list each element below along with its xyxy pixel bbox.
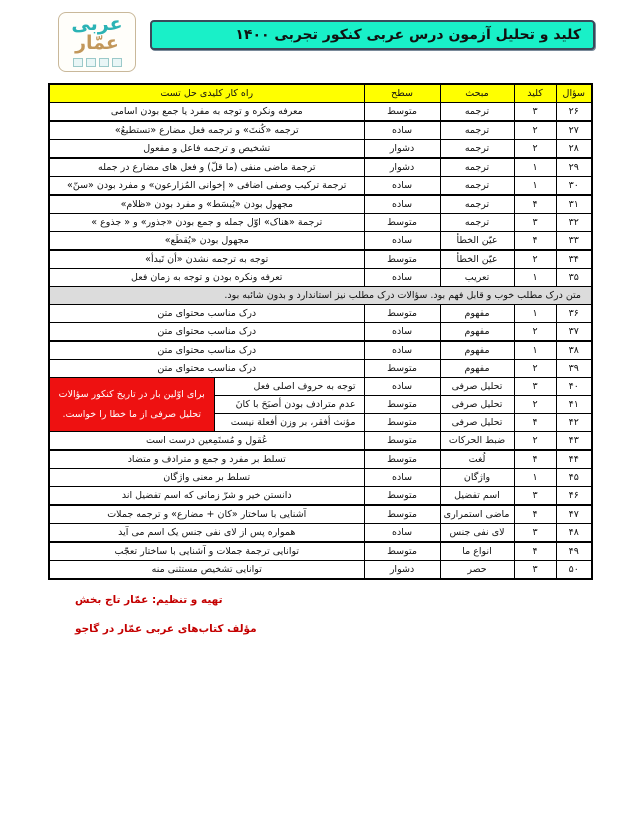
topic: تحلیل صرفی xyxy=(440,396,514,414)
social-icon xyxy=(86,58,96,67)
question-number: ۴۷ xyxy=(556,505,592,524)
logo-line-1: عربی xyxy=(71,13,123,35)
table-row xyxy=(49,432,592,451)
question-number: ۳۴ xyxy=(556,250,592,269)
answer-key: ۲ xyxy=(514,396,556,414)
red-note: برای اوّلین بار در تاریخ کنکور سؤالات تحلیل صرفی از ما خطا را خواست. xyxy=(49,378,214,432)
table-row xyxy=(49,140,592,159)
header-question: سؤال xyxy=(556,84,592,103)
solution: مؤنث أفقر، بر وزن أفعلة نیست xyxy=(214,414,364,432)
table-row xyxy=(49,214,592,232)
logo xyxy=(58,12,136,72)
table-row xyxy=(49,469,592,487)
difficulty-level: ساده xyxy=(364,121,440,140)
comprehension-note: متن درک مطلب خوب و قابل فهم بود. سؤالات درک مطلب نیز استاندارد و بدون شائبه بود. xyxy=(49,287,592,305)
solution: عدم مترادف بودن أصبَحَ با کانَ xyxy=(214,396,364,414)
question-number: ۵۰ xyxy=(556,561,592,580)
topic: لُغت xyxy=(440,450,514,469)
table-row xyxy=(49,305,592,323)
topic: عیّن الخطأ xyxy=(440,232,514,251)
question-number: ۲۷ xyxy=(556,121,592,140)
topic: ترجمه xyxy=(440,158,514,177)
answer-key: ۴ xyxy=(514,542,556,561)
difficulty-level: متوسط xyxy=(364,505,440,524)
difficulty-level: دشوار xyxy=(364,140,440,159)
question-number: ۴۰ xyxy=(556,378,592,396)
question-number: ۴۱ xyxy=(556,396,592,414)
table-row xyxy=(49,487,592,506)
header-topic: مبحث xyxy=(440,84,514,103)
header-level: سطح xyxy=(364,84,440,103)
question-number: ۳۸ xyxy=(556,341,592,360)
header-solution: راه کار کلیدی حل تست xyxy=(49,84,364,103)
table-row xyxy=(49,158,592,177)
answer-key: ۱ xyxy=(514,269,556,287)
difficulty-level: ساده xyxy=(364,177,440,196)
answer-key: ۳ xyxy=(514,378,556,396)
answer-key: ۱ xyxy=(514,305,556,323)
answer-key: ۲ xyxy=(514,360,556,378)
solution: عُقول و مُستَمِعین درست است xyxy=(49,432,364,451)
solution: مجهول بودن «یُبسَط» و مفرد بودن «ظلام» xyxy=(49,195,364,214)
difficulty-level: متوسط xyxy=(364,432,440,451)
topic: تعریب xyxy=(440,269,514,287)
topic: لای نفی جنس xyxy=(440,524,514,543)
solution: ترجمة ماضی منفی (ما قلّ) و فعل های مضارع در جمله xyxy=(49,158,364,177)
table-row xyxy=(49,195,592,214)
topic: ترجمه xyxy=(440,195,514,214)
answer-key: ۱ xyxy=(514,158,556,177)
table-row xyxy=(49,378,592,396)
solution: توانایی تشخیص مستثنی منه xyxy=(49,561,364,580)
difficulty-level: متوسط xyxy=(364,360,440,378)
question-number: ۳۹ xyxy=(556,360,592,378)
answer-key: ۳ xyxy=(514,524,556,543)
answer-key: ۳ xyxy=(514,214,556,232)
difficulty-level: ساده xyxy=(364,269,440,287)
topic: اسم تفضیل xyxy=(440,487,514,506)
solution: توانایی ترجمة جملات و آشنایی با ساختار تعجّب xyxy=(49,542,364,561)
social-icon xyxy=(73,58,83,67)
logo-social-icons xyxy=(67,58,127,68)
table-row xyxy=(49,524,592,543)
difficulty-level: ساده xyxy=(364,341,440,360)
difficulty-level: ساده xyxy=(364,378,440,396)
solution: معرفه ونکره و توجه به مفرد یا جمع بودن اسامی xyxy=(49,103,364,122)
question-number: ۳۲ xyxy=(556,214,592,232)
difficulty-level: متوسط xyxy=(364,214,440,232)
question-number: ۴۴ xyxy=(556,450,592,469)
table-row xyxy=(49,121,592,140)
table-row xyxy=(49,561,592,580)
topic: ترجمه xyxy=(440,177,514,196)
question-number: ۲۹ xyxy=(556,158,592,177)
answer-key: ۲ xyxy=(514,140,556,159)
prepared-by: تهیه و تنظیم: عمّار تاج بخش xyxy=(75,594,223,606)
difficulty-level: دشوار xyxy=(364,158,440,177)
question-number: ۳۵ xyxy=(556,269,592,287)
question-number: ۳۷ xyxy=(556,323,592,342)
table-row xyxy=(49,505,592,524)
answer-key: ۲ xyxy=(514,121,556,140)
answer-key: ۳ xyxy=(514,561,556,580)
difficulty-level: ساده xyxy=(364,323,440,342)
answer-key: ۴ xyxy=(514,195,556,214)
difficulty-level: متوسط xyxy=(364,450,440,469)
answer-key-table xyxy=(48,83,593,580)
solution: درک مناسب محتوای متن xyxy=(49,323,364,342)
answer-key: ۲ xyxy=(514,432,556,451)
topic: تحلیل صرفی xyxy=(440,378,514,396)
question-number: ۳۰ xyxy=(556,177,592,196)
topic: مفهوم xyxy=(440,323,514,342)
question-number: ۴۵ xyxy=(556,469,592,487)
page-title: کلید و تحلیل آزمون درس عربی کنکور تجربی ۱۴۰۰ xyxy=(235,27,581,43)
topic: ترجمه xyxy=(440,140,514,159)
table-row xyxy=(49,542,592,561)
answer-key: ۱ xyxy=(514,469,556,487)
topic: ماضی استمراری xyxy=(440,505,514,524)
solution: توجه به ترجمه نشدن «أن تَبدأ» xyxy=(49,250,364,269)
social-icon xyxy=(112,58,122,67)
solution: آشنایی با ساختار «کان + مضارع» و ترجمه جملات xyxy=(49,505,364,524)
social-icon xyxy=(99,58,109,67)
difficulty-level: متوسط xyxy=(364,396,440,414)
author-note: مؤلف کتاب‌های عربی عمّار در گاجو xyxy=(75,623,257,635)
question-number: ۳۳ xyxy=(556,232,592,251)
solution: مجهول بودن «یُقطَع» xyxy=(49,232,364,251)
table-row xyxy=(49,450,592,469)
solution: درک مناسب محتوای متن xyxy=(49,305,364,323)
table-row xyxy=(49,177,592,196)
table-row xyxy=(49,232,592,251)
question-number: ۴۳ xyxy=(556,432,592,451)
difficulty-level: متوسط xyxy=(364,103,440,122)
solution: ترجمة «هناک» اوّل جمله و جمع بودن «جذور» و « جذوع » xyxy=(49,214,364,232)
difficulty-level: ساده xyxy=(364,524,440,543)
solution: درک مناسب محتوای متن xyxy=(49,360,364,378)
answer-key: ۱ xyxy=(514,177,556,196)
topic: ترجمه xyxy=(440,103,514,122)
answer-key: ۲ xyxy=(514,250,556,269)
difficulty-level: متوسط xyxy=(364,305,440,323)
solution: تعرفه ونکره بودن و توجه به زمان فعل xyxy=(49,269,364,287)
table-header-row xyxy=(49,84,592,103)
solution: توجه به حروف اصلی فعل xyxy=(214,378,364,396)
logo-line-2: عمّار xyxy=(75,32,119,54)
answer-key: ۴ xyxy=(514,414,556,432)
difficulty-level: ساده xyxy=(364,469,440,487)
topic: انواع ما xyxy=(440,542,514,561)
difficulty-level: ساده xyxy=(364,232,440,251)
solution: تشخیص و ترجمه فاعل و مفعول xyxy=(49,140,364,159)
solution: تسلط بر معنی واژگان xyxy=(49,469,364,487)
topic: تحلیل صرفی xyxy=(440,414,514,432)
question-number: ۴۶ xyxy=(556,487,592,506)
topic: عیّن الخطأ xyxy=(440,250,514,269)
difficulty-level: متوسط xyxy=(364,487,440,506)
difficulty-level: متوسط xyxy=(364,542,440,561)
difficulty-level: دشوار xyxy=(364,561,440,580)
table-row xyxy=(49,323,592,342)
answer-key: ۲ xyxy=(514,323,556,342)
table-row xyxy=(49,341,592,360)
question-number: ۴۸ xyxy=(556,524,592,543)
topic: ترجمه xyxy=(440,121,514,140)
topic: مفهوم xyxy=(440,360,514,378)
difficulty-level: متوسط xyxy=(364,414,440,432)
note-row xyxy=(49,287,592,305)
topic: مفهوم xyxy=(440,341,514,360)
answer-key: ۴ xyxy=(514,505,556,524)
difficulty-level: متوسط xyxy=(364,250,440,269)
table-row xyxy=(49,360,592,378)
question-number: ۲۸ xyxy=(556,140,592,159)
answer-key: ۴ xyxy=(514,232,556,251)
solution: ترجمة ترکیب وصفی اضافی « إخوانی المُزارعون» و مفرد بودن «سنّ» xyxy=(49,177,364,196)
table-row xyxy=(49,269,592,287)
question-number: ۲۶ xyxy=(556,103,592,122)
topic: واژگان xyxy=(440,469,514,487)
table-row xyxy=(49,250,592,269)
topic: مفهوم xyxy=(440,305,514,323)
table-row xyxy=(49,103,592,122)
answer-key: ۳ xyxy=(514,487,556,506)
question-number: ۴۲ xyxy=(556,414,592,432)
solution: ترجمه «کُنتَ» و ترجمه فعل مضارع «تستطیعُ» xyxy=(49,121,364,140)
question-number: ۴۹ xyxy=(556,542,592,561)
difficulty-level: ساده xyxy=(364,195,440,214)
answer-key: ۳ xyxy=(514,103,556,122)
answer-key: ۴ xyxy=(514,450,556,469)
solution: دانستن خیر و شرّ زمانی که اسم تفضیل اند xyxy=(49,487,364,506)
topic: ضبط الحرکات xyxy=(440,432,514,451)
question-number: ۳۶ xyxy=(556,305,592,323)
topic: حصر xyxy=(440,561,514,580)
solution: همواره پس از لای نفی جنس یک اسم می آید xyxy=(49,524,364,543)
header-key: کلید xyxy=(514,84,556,103)
solution: تسلط بر مفرد و جمع و مترادف و متضاد xyxy=(49,450,364,469)
answer-key: ۱ xyxy=(514,341,556,360)
title-banner xyxy=(150,20,595,50)
topic: ترجمه xyxy=(440,214,514,232)
solution: درک مناسب محتوای متن xyxy=(49,341,364,360)
question-number: ۳۱ xyxy=(556,195,592,214)
